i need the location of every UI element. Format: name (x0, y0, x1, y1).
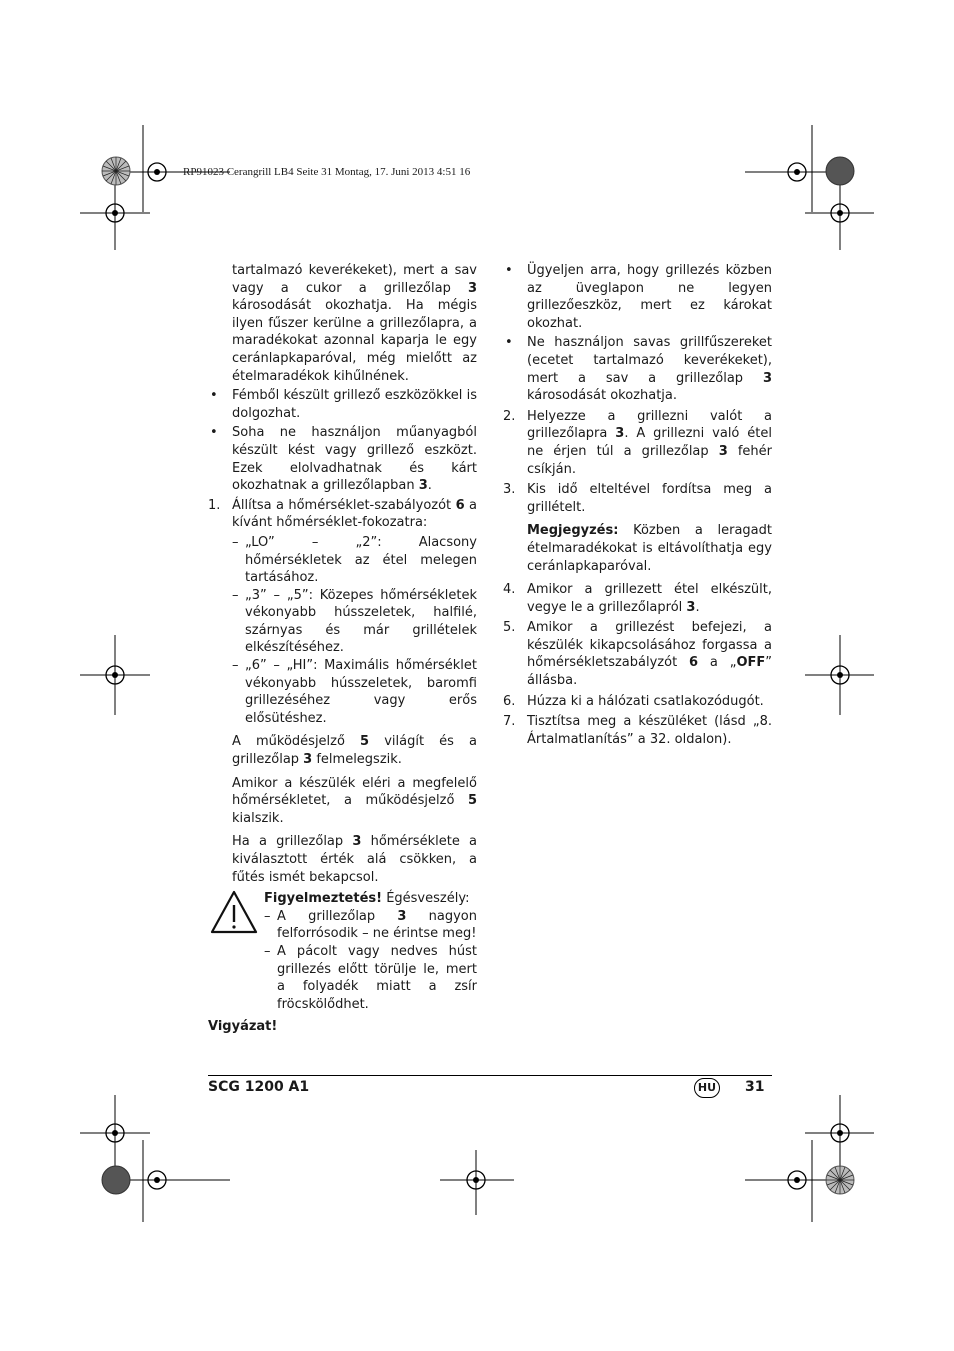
step-4: 4. Amikor a grillezett étel elkészült, vegye le a grillezőlapról 3. (503, 582, 772, 615)
language-badge: HU (694, 1078, 720, 1098)
list-item: • Ügyeljen arra, hogy grillezés közben az üveglapon ne legyen grillezőeszköz, mert ez károkat okozhat. (505, 263, 772, 331)
list-item: • Fémből készült grillező eszközökkel is dolgozhat. (210, 388, 477, 421)
right-column (503, 262, 772, 748)
step-6: 6. Húzza ki a hálózati csatlakozódugót. (503, 693, 764, 709)
caution-heading: Vigyázat! (208, 1019, 278, 1035)
sub-item: – „6” – „HI”: Maximális hőmérséklet vékonyabb hússzeletek, baromfi grillezéséhez vagy erős elősütéshez. (232, 658, 477, 726)
gray-dot-mark-bottom-left (101, 1165, 131, 1195)
paragraph: Amikor a készülék eléri a megfelelő hőmérsékletet, a működésjelző 5 kialszik. (232, 775, 477, 826)
warning-item: – A pácolt vagy nedves húst grillezés előtt törülje le, mert a folyadék miatt a zsír fröcskölődhet. (264, 943, 477, 1012)
step-number: 1. (208, 497, 221, 513)
step-1: 1. Állítsa a hőmérséklet-szabályozót 6 a kívánt hőmérséklet-fokozatra: (208, 497, 477, 531)
sub-item: – „3” – „5”: Közepes hőmérsékletek vékonyabb hússzeletek, halfilé, szárnyas és már grillételek elkészítéséhez. (232, 587, 477, 656)
footer-rule (208, 1075, 772, 1076)
warning-block (208, 890, 477, 1014)
note-paragraph: Megjegyzés: Közben a leragadt ételmaradékokat is eltávolíthatja egy ceránlapkaparóval. (527, 523, 772, 574)
list-item: • Soha ne használjon műanyagból készült kést vagy grillező eszközt. Ezek elolvadhatnak és kárt okozhatnak a grillezőlapban 3. (210, 425, 477, 494)
paragraph: A működésjelző 5 világít és a grillezőlap 3 felmelegszik. (232, 734, 477, 768)
warning-title: Figyelmeztetés! Égésveszély: (264, 891, 470, 907)
bullet: • (210, 425, 218, 441)
gray-dot-mark-top-right (825, 156, 855, 186)
print-header-line: RP91023 Cerangrill LB4 Seite 31 Montag, 17. Juni 2013 4:51 16 (183, 166, 471, 178)
warning-triangle-icon (210, 890, 258, 934)
sub-item: – „LO” – „2”: Alacsony hőmérsékletek az étel melegen tartásához. (232, 534, 477, 586)
page-number: 31 (745, 1079, 765, 1095)
warning-item: – A grillezőlap 3 nagyon felforrósodik – ne érintse meg! (264, 908, 477, 942)
left-column (208, 262, 477, 1036)
paragraph: Ha a grillezőlap 3 hőmérséklete a kiválasztott érték alá csökken, a fűtés ismét bekapcsol. (232, 834, 477, 885)
footer-model: SCG 1200 A1 (208, 1079, 310, 1095)
step-5: 5. Amikor a grillezést befejezi, a készülék kikapcsolásához forgassa a hőmérsékletszabályzót 6 a „OFF” állásba. (503, 620, 772, 689)
bullet: • (210, 388, 218, 404)
intro-paragraph: tartalmazó keverékeket), mert a sav vagy a cukor a grillezőlap 3 károsodását okozhatja. Ha mégis ilyen fűszer kerülne a grillezőlapra, a maradékokat azonnal kaparja le egy ceránlapkaparóval, még mielőtt az ételmaradékok kihűlnének. (232, 263, 477, 384)
step-3: 3. Kis idő elteltével fordítsa meg a grillételt. (503, 482, 772, 515)
list-item: • Ne használjon savas grillfűszereket (ecetet tartalmazó keverékeket), mert a sav a grillezőlap 3 károsodását okozhatja. (505, 335, 772, 404)
step-7: 7. Tisztítsa meg a készüléket (lásd „8. Ártalmatlanítás” a 32. oldalon). (503, 714, 772, 747)
starburst-mark-bottom-right (825, 1165, 855, 1195)
starburst-mark-top-left (101, 156, 131, 186)
step-2: 2. Helyezze a grillezni valót a grillezőlapra 3. A grillezni való étel ne érjen túl a grillezőlap 3 fehér csíkján. (503, 408, 773, 477)
